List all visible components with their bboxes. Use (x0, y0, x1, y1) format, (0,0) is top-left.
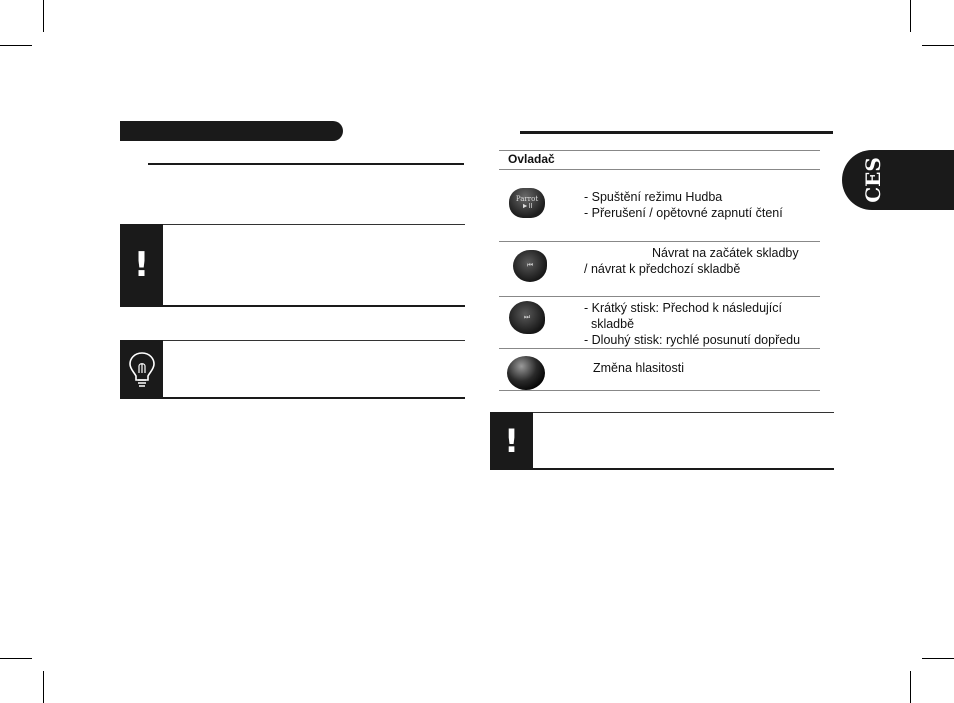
crop-mark (910, 671, 911, 703)
row-3-line-3: - Dlouhý stisk: rychlé posunutí dopředu (584, 333, 801, 347)
crop-mark (922, 45, 954, 46)
table-rule (499, 169, 820, 170)
crop-mark (43, 671, 44, 703)
exclamation-icon: ! (504, 421, 519, 460)
table-rule (499, 241, 820, 242)
row-1-line-1: - Spuštění režimu Hudba (584, 190, 723, 204)
table-rule (499, 348, 820, 349)
warning-box-bottom-rule (490, 468, 834, 470)
language-tab-label: CES (861, 157, 885, 203)
volume-wheel-icon (507, 356, 545, 390)
previous-track-icon: ⏮ (513, 250, 547, 282)
row-3-line-1: - Krátký stisk: Přechod k následující (584, 301, 782, 315)
table-rule (499, 296, 820, 297)
table-header: Ovladač (508, 152, 555, 166)
tip-box-bottom-rule (120, 397, 465, 399)
warning-box-top-rule (120, 224, 465, 225)
crop-mark (0, 45, 32, 46)
table-rule (499, 390, 820, 391)
warning-tab (120, 224, 163, 306)
row-3-line-2: skladbě (584, 317, 635, 331)
row-4-line-1: Změna hlasitosti (593, 361, 685, 375)
warning-tab (490, 412, 533, 469)
row-1-line-2: - Přerušení / opětovné zapnutí čtení (584, 206, 783, 220)
parrot-play-pause-icon: Parrot ►II (509, 188, 545, 218)
table-rule (499, 150, 820, 151)
tip-box-top-rule (120, 340, 465, 341)
exclamation-icon: ! (133, 245, 150, 285)
row-2-line-1: Návrat na začátek skladby (652, 246, 799, 260)
warning-box-top-rule (490, 412, 834, 413)
crop-mark (922, 658, 954, 659)
lightbulb-icon (126, 349, 158, 389)
crop-mark (0, 658, 32, 659)
subsection-rule (148, 163, 464, 165)
warning-box-bottom-rule (120, 305, 465, 307)
next-track-icon: ⏭ (509, 301, 545, 334)
crop-mark (910, 0, 911, 32)
section-title-bar (120, 121, 343, 141)
right-section-rule (520, 131, 833, 134)
row-2-line-2: / návrat k předchozí skladbě (584, 262, 741, 276)
tip-tab (120, 340, 163, 398)
crop-mark (43, 0, 44, 32)
